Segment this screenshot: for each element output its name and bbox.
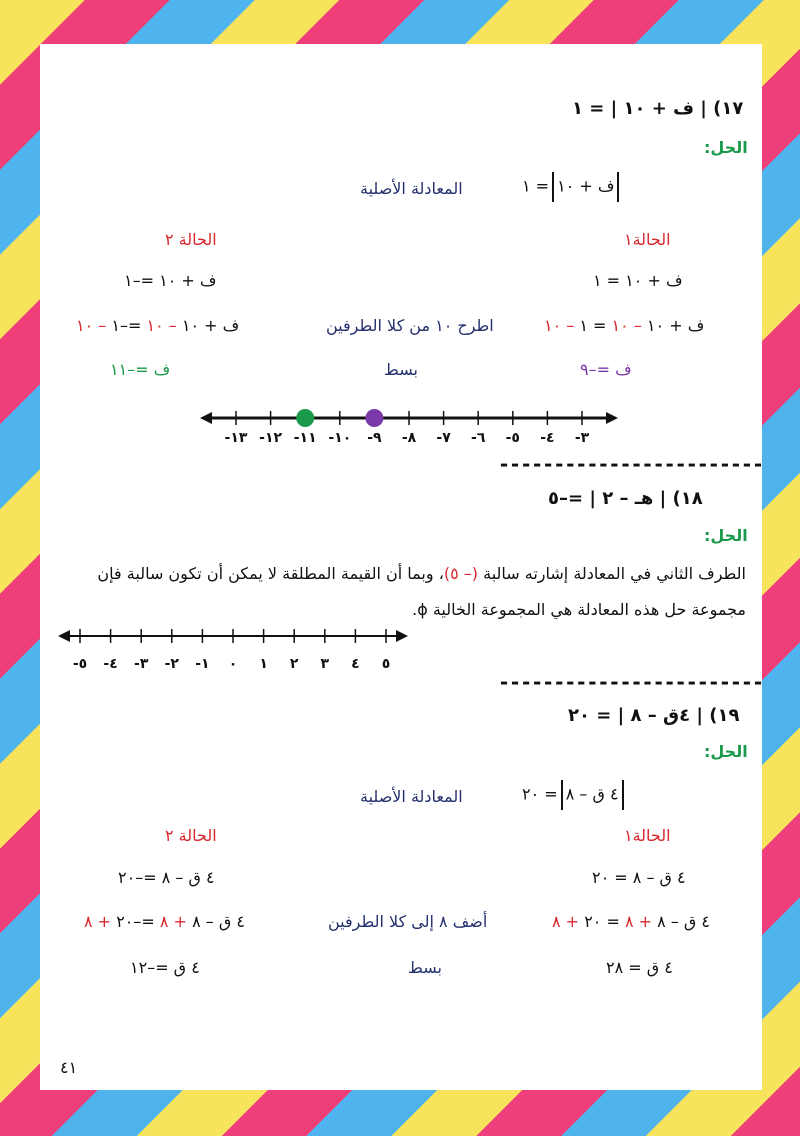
p19-original-equation: [522, 780, 627, 810]
p19-case2-step: ٤ ق – ٨ + ٨ =–٢٠ + ٨: [84, 912, 245, 931]
tick-label: ٣: [320, 656, 330, 672]
solution-point: [296, 409, 314, 427]
problem-18-header: [548, 488, 703, 509]
arrow-right: [606, 412, 618, 424]
p17-case1-step: ف + ١٠ – ١٠ = ١ – ١٠: [544, 316, 705, 335]
problem-19-equation: | ٤ق – ٨ | = ٢٠: [568, 705, 703, 726]
p17-solution-label: الحل:: [704, 138, 748, 157]
p17-original-label: المعادلة الأصلية: [360, 179, 463, 198]
p17-orig-rhs: = ١: [522, 176, 550, 196]
p18-number-line: [58, 626, 408, 676]
problem-19-header: [568, 705, 739, 726]
tick-label: -٢: [164, 656, 179, 672]
tick-label: -٣: [574, 430, 590, 446]
tick-label: -٦: [471, 430, 486, 446]
page-number: ٤١: [60, 1058, 78, 1077]
p19-solution-label: الحل:: [704, 742, 748, 761]
tick-label: -١٠: [328, 430, 352, 446]
tick-label: -١١: [293, 430, 317, 446]
tick-label: -٩: [367, 430, 382, 446]
p18-explanation: [62, 556, 746, 628]
p17-case1-equation: ف + ١٠ = ١: [593, 271, 683, 290]
p17-case2-equation: ف + ١٠ =–١: [124, 271, 217, 290]
p19-orig-rhs: = ٢٠: [522, 784, 558, 804]
tick-label: -٨: [401, 430, 417, 446]
p19-case2-equation: ٤ ق – ٨ =–٢٠: [118, 868, 215, 887]
p19-case1-title: الحالة١: [624, 826, 671, 845]
tick-label: ١: [259, 656, 268, 672]
p19-original-label: المعادلة الأصلية: [360, 787, 463, 806]
p17-case2-result: ف =–١١: [110, 360, 171, 379]
p18-line-2: مجموعة حل هذه المعادلة هي المجموعة الخالية ϕ.: [412, 600, 746, 619]
tick-label: ٠: [228, 656, 238, 672]
arrow-left: [58, 630, 70, 642]
p19-case1-equation: ٤ ق – ٨ = ٢٠: [592, 868, 686, 887]
p19-step-label: أضف ٨ إلى كلا الطرفين: [328, 912, 488, 931]
problem-19-number: ١٩): [709, 705, 740, 726]
tick-label: -٤: [540, 430, 555, 446]
problem-17-number: ١٧): [713, 98, 744, 119]
p17-case1-result: ف =–٩: [580, 360, 632, 379]
p17-case1-title: الحالة١: [624, 230, 671, 249]
arrow-right: [396, 630, 408, 642]
p17-orig-lhs: ف + ١٠: [557, 176, 615, 196]
tick-label: -٤: [103, 656, 118, 672]
p17-step-label: اطرح ١٠ من كلا الطرفين: [326, 316, 494, 335]
tick-label: -٥: [72, 656, 88, 672]
problem-17-header: [572, 98, 743, 119]
divider-1: ------------------------: [498, 452, 763, 476]
divider-2: ------------------------: [498, 670, 763, 694]
tick-label: -١: [195, 656, 210, 672]
tick-label: -٣: [134, 656, 149, 672]
p19-case1-result: ٤ ق = ٢٨: [606, 958, 673, 977]
p19-orig-lhs: ٤ ق – ٨: [565, 784, 619, 804]
tick-label: -٥: [505, 430, 520, 446]
p17-case2-step: ف + ١٠ – ١٠ =–١ – ١٠: [76, 316, 240, 335]
arrow-left: [200, 412, 212, 424]
p19-case2-title: الحالة ٢: [165, 826, 217, 845]
problem-18-number: ١٨): [672, 488, 703, 509]
problem-18-equation: | هـ – ٢ | =–٥: [548, 488, 667, 509]
p18-solution-label: الحل:: [704, 526, 748, 545]
p17-case2-title: الحالة ٢: [165, 230, 217, 249]
tick-label: ٥: [381, 656, 391, 672]
tick-label: -١٢: [259, 430, 283, 446]
p19-simplify-label: بسط: [408, 958, 442, 977]
solution-point: [365, 409, 383, 427]
problem-17-equation: | ف + ١٠ | = ١: [572, 98, 707, 119]
p18-line-1: الطرف الثاني في المعادلة إشارته سالبة (– ٥)، وبما أن القيمة المطلقة لا يمكن أن تكون سالبة فإن: [97, 564, 746, 583]
p19-case1-step: ٤ ق – ٨ + ٨ = ٢٠ + ٨: [552, 912, 710, 931]
tick-label: -٧: [436, 430, 451, 446]
p17-original-equation: [522, 172, 622, 202]
p17-simplify-label: بسط: [384, 360, 418, 379]
tick-label: ٢: [289, 656, 299, 672]
tick-label: -١٣: [224, 430, 248, 446]
p17-number-line: [200, 404, 618, 448]
p19-case2-result: ٤ ق =–١٢: [130, 958, 200, 977]
tick-label: ٤: [351, 656, 360, 672]
